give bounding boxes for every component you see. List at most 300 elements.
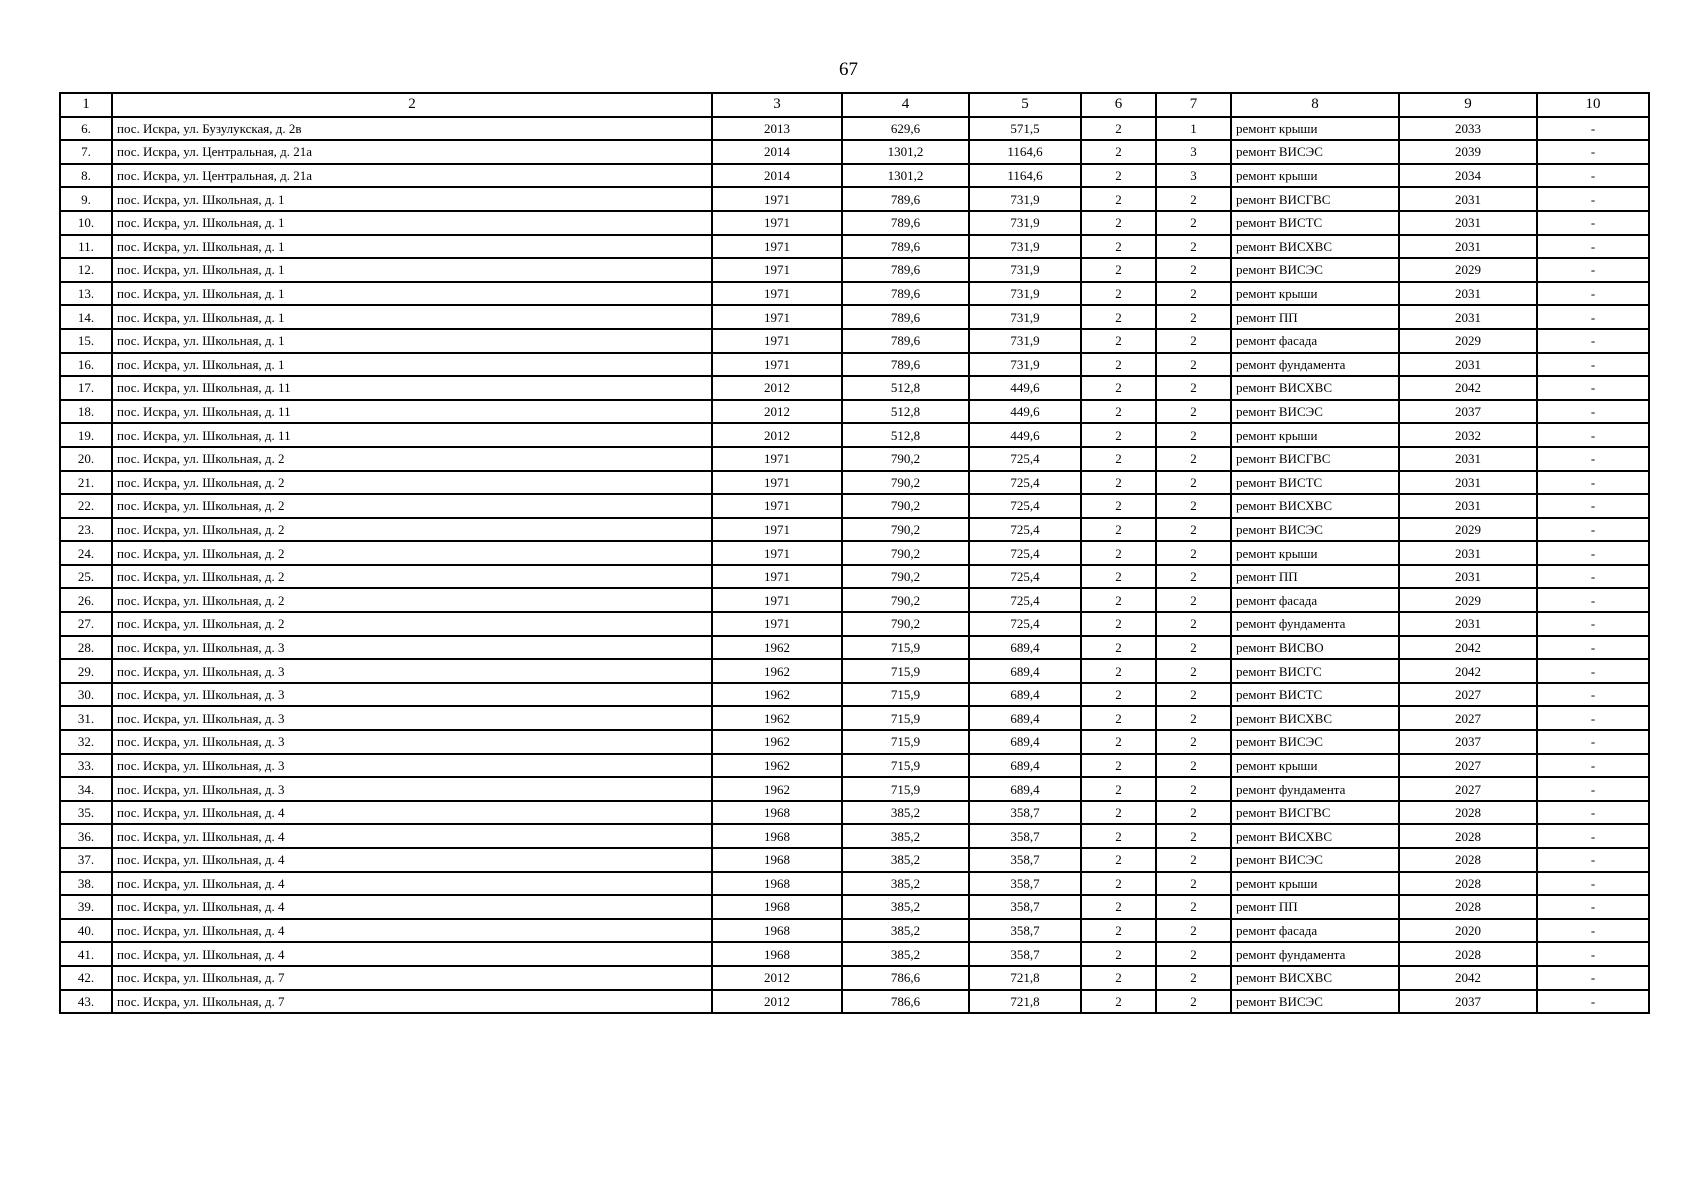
table-row	[60, 400, 1649, 424]
table-row	[60, 919, 1649, 943]
address-cell: пос. Искра, ул. Школьная, д. 2	[112, 588, 712, 612]
address-cell: пос. Искра, ул. Школьная, д. 3	[112, 683, 712, 707]
work-type-cell: ремонт ВИСГВС	[1231, 187, 1399, 211]
living-area-cell: 725,4	[969, 565, 1081, 589]
total-area-cell: 512,8	[842, 400, 969, 424]
row-number-cell: 41.	[60, 942, 112, 966]
living-area-cell: 731,9	[969, 187, 1081, 211]
planned-year-cell: 2042	[1399, 659, 1537, 683]
planned-year-cell: 2032	[1399, 423, 1537, 447]
floors-cell: 2	[1081, 235, 1156, 259]
row-number-cell: 30.	[60, 683, 112, 707]
work-type-cell: ремонт крыши	[1231, 117, 1399, 141]
living-area-cell: 731,9	[969, 235, 1081, 259]
floors-cell: 2	[1081, 447, 1156, 471]
floors-cell: 2	[1081, 140, 1156, 164]
year-cell: 1971	[712, 258, 842, 282]
floors-cell: 2	[1081, 706, 1156, 730]
planned-year-cell: 2027	[1399, 683, 1537, 707]
total-area-cell: 789,6	[842, 258, 969, 282]
planned-year-cell: 2029	[1399, 518, 1537, 542]
work-type-cell: ремонт крыши	[1231, 282, 1399, 306]
work-type-cell: ремонт крыши	[1231, 754, 1399, 778]
address-cell: пос. Искра, ул. Школьная, д. 4	[112, 824, 712, 848]
row-number-cell: 29.	[60, 659, 112, 683]
floors-cell: 2	[1081, 258, 1156, 282]
year-cell: 2014	[712, 164, 842, 188]
entrances-cell: 2	[1156, 305, 1231, 329]
floors-cell: 2	[1081, 376, 1156, 400]
living-area-cell: 689,4	[969, 636, 1081, 660]
address-cell: пос. Искра, ул. Центральная, д. 21а	[112, 164, 712, 188]
row-number-cell: 27.	[60, 612, 112, 636]
note-cell: -	[1537, 140, 1649, 164]
table-row	[60, 423, 1649, 447]
entrances-cell: 2	[1156, 919, 1231, 943]
total-area-cell: 789,6	[842, 305, 969, 329]
row-number-cell: 18.	[60, 400, 112, 424]
living-area-cell: 689,4	[969, 659, 1081, 683]
entrances-cell: 2	[1156, 541, 1231, 565]
address-cell: пос. Искра, ул. Школьная, д. 3	[112, 636, 712, 660]
floors-cell: 2	[1081, 117, 1156, 141]
note-cell: -	[1537, 683, 1649, 707]
note-cell: -	[1537, 471, 1649, 495]
column-number-header: 7	[1156, 93, 1231, 117]
living-area-cell: 725,4	[969, 518, 1081, 542]
entrances-cell: 2	[1156, 447, 1231, 471]
column-number-header: 3	[712, 93, 842, 117]
total-area-cell: 786,6	[842, 966, 969, 990]
row-number-cell: 37.	[60, 848, 112, 872]
note-cell: -	[1537, 872, 1649, 896]
living-area-cell: 689,4	[969, 777, 1081, 801]
year-cell: 1962	[712, 730, 842, 754]
living-area-cell: 731,9	[969, 329, 1081, 353]
work-type-cell: ремонт фасада	[1231, 919, 1399, 943]
note-cell: -	[1537, 376, 1649, 400]
note-cell: -	[1537, 966, 1649, 990]
year-cell: 1971	[712, 187, 842, 211]
floors-cell: 2	[1081, 541, 1156, 565]
entrances-cell: 2	[1156, 471, 1231, 495]
note-cell: -	[1537, 494, 1649, 518]
planned-year-cell: 2020	[1399, 919, 1537, 943]
living-area-cell: 731,9	[969, 258, 1081, 282]
address-cell: пос. Искра, ул. Школьная, д. 1	[112, 235, 712, 259]
table-row	[60, 376, 1649, 400]
total-area-cell: 715,9	[842, 706, 969, 730]
total-area-cell: 790,2	[842, 447, 969, 471]
entrances-cell: 2	[1156, 612, 1231, 636]
note-cell: -	[1537, 258, 1649, 282]
note-cell: -	[1537, 187, 1649, 211]
table-row	[60, 636, 1649, 660]
work-type-cell: ремонт фасада	[1231, 329, 1399, 353]
row-number-cell: 35.	[60, 801, 112, 825]
living-area-cell: 731,9	[969, 211, 1081, 235]
entrances-cell: 2	[1156, 824, 1231, 848]
work-type-cell: ремонт ВИСЭС	[1231, 400, 1399, 424]
floors-cell: 2	[1081, 471, 1156, 495]
row-number-cell: 43.	[60, 990, 112, 1014]
entrances-cell: 3	[1156, 164, 1231, 188]
table-row	[60, 282, 1649, 306]
total-area-cell: 512,8	[842, 376, 969, 400]
entrances-cell: 2	[1156, 329, 1231, 353]
address-cell: пос. Искра, ул. Школьная, д. 2	[112, 494, 712, 518]
address-cell: пос. Искра, ул. Школьная, д. 4	[112, 801, 712, 825]
row-number-cell: 21.	[60, 471, 112, 495]
year-cell: 1971	[712, 447, 842, 471]
row-number-cell: 28.	[60, 636, 112, 660]
floors-cell: 2	[1081, 730, 1156, 754]
year-cell: 1971	[712, 211, 842, 235]
table-row	[60, 848, 1649, 872]
row-number-cell: 31.	[60, 706, 112, 730]
entrances-cell: 3	[1156, 140, 1231, 164]
living-area-cell: 449,6	[969, 400, 1081, 424]
year-cell: 1968	[712, 895, 842, 919]
address-cell: пос. Искра, ул. Школьная, д. 2	[112, 447, 712, 471]
row-number-cell: 13.	[60, 282, 112, 306]
floors-cell: 2	[1081, 329, 1156, 353]
row-number-cell: 24.	[60, 541, 112, 565]
entrances-cell: 2	[1156, 730, 1231, 754]
row-number-cell: 9.	[60, 187, 112, 211]
address-cell: пос. Искра, ул. Школьная, д. 3	[112, 659, 712, 683]
year-cell: 1968	[712, 919, 842, 943]
row-number-cell: 33.	[60, 754, 112, 778]
year-cell: 1971	[712, 329, 842, 353]
year-cell: 1968	[712, 872, 842, 896]
living-area-cell: 689,4	[969, 683, 1081, 707]
work-type-cell: ремонт ВИСЭС	[1231, 140, 1399, 164]
work-type-cell: ремонт крыши	[1231, 164, 1399, 188]
year-cell: 2012	[712, 423, 842, 447]
row-number-cell: 8.	[60, 164, 112, 188]
total-area-cell: 790,2	[842, 588, 969, 612]
planned-year-cell: 2028	[1399, 801, 1537, 825]
address-cell: пос. Искра, ул. Школьная, д. 7	[112, 966, 712, 990]
floors-cell: 2	[1081, 895, 1156, 919]
column-number-header: 6	[1081, 93, 1156, 117]
living-area-cell: 358,7	[969, 919, 1081, 943]
year-cell: 1962	[712, 777, 842, 801]
work-type-cell: ремонт ВИСТС	[1231, 683, 1399, 707]
floors-cell: 2	[1081, 305, 1156, 329]
entrances-cell: 2	[1156, 895, 1231, 919]
work-type-cell: ремонт ВИСЭС	[1231, 258, 1399, 282]
living-area-cell: 689,4	[969, 730, 1081, 754]
row-number-cell: 11.	[60, 235, 112, 259]
address-cell: пос. Искра, ул. Школьная, д. 4	[112, 872, 712, 896]
total-area-cell: 385,2	[842, 824, 969, 848]
planned-year-cell: 2031	[1399, 447, 1537, 471]
table-row	[60, 872, 1649, 896]
table-row	[60, 966, 1649, 990]
work-type-cell: ремонт крыши	[1231, 423, 1399, 447]
note-cell: -	[1537, 353, 1649, 377]
floors-cell: 2	[1081, 659, 1156, 683]
planned-year-cell: 2042	[1399, 636, 1537, 660]
note-cell: -	[1537, 942, 1649, 966]
living-area-cell: 358,7	[969, 942, 1081, 966]
total-area-cell: 385,2	[842, 872, 969, 896]
total-area-cell: 789,6	[842, 353, 969, 377]
planned-year-cell: 2027	[1399, 754, 1537, 778]
total-area-cell: 512,8	[842, 423, 969, 447]
year-cell: 1968	[712, 801, 842, 825]
table-row	[60, 518, 1649, 542]
entrances-cell: 2	[1156, 636, 1231, 660]
floors-cell: 2	[1081, 636, 1156, 660]
note-cell: -	[1537, 518, 1649, 542]
total-area-cell: 790,2	[842, 471, 969, 495]
total-area-cell: 715,9	[842, 659, 969, 683]
floors-cell: 2	[1081, 282, 1156, 306]
year-cell: 1968	[712, 824, 842, 848]
address-cell: пос. Искра, ул. Школьная, д. 4	[112, 919, 712, 943]
note-cell: -	[1537, 824, 1649, 848]
page-number: 67	[839, 59, 858, 80]
floors-cell: 2	[1081, 164, 1156, 188]
work-type-cell: ремонт фундамента	[1231, 777, 1399, 801]
living-area-cell: 689,4	[969, 706, 1081, 730]
table-row	[60, 588, 1649, 612]
table-row	[60, 187, 1649, 211]
year-cell: 1968	[712, 848, 842, 872]
column-number-header: 8	[1231, 93, 1399, 117]
address-cell: пос. Искра, ул. Школьная, д. 2	[112, 518, 712, 542]
living-area-cell: 725,4	[969, 588, 1081, 612]
note-cell: -	[1537, 706, 1649, 730]
work-type-cell: ремонт ВИСЭС	[1231, 730, 1399, 754]
note-cell: -	[1537, 848, 1649, 872]
total-area-cell: 789,6	[842, 329, 969, 353]
floors-cell: 2	[1081, 919, 1156, 943]
note-cell: -	[1537, 895, 1649, 919]
table-row	[60, 683, 1649, 707]
row-number-cell: 22.	[60, 494, 112, 518]
year-cell: 1962	[712, 636, 842, 660]
address-cell: пос. Искра, ул. Школьная, д. 1	[112, 211, 712, 235]
planned-year-cell: 2031	[1399, 282, 1537, 306]
work-type-cell: ремонт ВИСХВС	[1231, 824, 1399, 848]
table-row	[60, 353, 1649, 377]
work-type-cell: ремонт ПП	[1231, 565, 1399, 589]
floors-cell: 2	[1081, 518, 1156, 542]
total-area-cell: 790,2	[842, 612, 969, 636]
floors-cell: 2	[1081, 801, 1156, 825]
year-cell: 1971	[712, 353, 842, 377]
living-area-cell: 689,4	[969, 754, 1081, 778]
living-area-cell: 449,6	[969, 423, 1081, 447]
table-row	[60, 447, 1649, 471]
planned-year-cell: 2031	[1399, 305, 1537, 329]
column-number-header: 1	[60, 93, 112, 117]
planned-year-cell: 2031	[1399, 471, 1537, 495]
entrances-cell: 2	[1156, 565, 1231, 589]
work-type-cell: ремонт ВИСХВС	[1231, 235, 1399, 259]
year-cell: 1962	[712, 659, 842, 683]
planned-year-cell: 2031	[1399, 612, 1537, 636]
work-type-cell: ремонт ПП	[1231, 895, 1399, 919]
row-number-cell: 20.	[60, 447, 112, 471]
note-cell: -	[1537, 990, 1649, 1014]
year-cell: 1962	[712, 683, 842, 707]
living-area-cell: 358,7	[969, 872, 1081, 896]
year-cell: 1971	[712, 588, 842, 612]
year-cell: 1971	[712, 282, 842, 306]
work-type-cell: ремонт ВИСВО	[1231, 636, 1399, 660]
entrances-cell: 2	[1156, 777, 1231, 801]
entrances-cell: 2	[1156, 990, 1231, 1014]
note-cell: -	[1537, 588, 1649, 612]
table-row	[60, 471, 1649, 495]
total-area-cell: 715,9	[842, 777, 969, 801]
living-area-cell: 571,5	[969, 117, 1081, 141]
floors-cell: 2	[1081, 353, 1156, 377]
address-cell: пос. Искра, ул. Школьная, д. 1	[112, 258, 712, 282]
work-type-cell: ремонт ВИСХВС	[1231, 966, 1399, 990]
floors-cell: 2	[1081, 683, 1156, 707]
address-cell: пос. Искра, ул. Школьная, д. 4	[112, 895, 712, 919]
entrances-cell: 2	[1156, 353, 1231, 377]
address-cell: пос. Искра, ул. Школьная, д. 2	[112, 612, 712, 636]
note-cell: -	[1537, 447, 1649, 471]
planned-year-cell: 2031	[1399, 565, 1537, 589]
row-number-cell: 42.	[60, 966, 112, 990]
year-cell: 2013	[712, 117, 842, 141]
floors-cell: 2	[1081, 187, 1156, 211]
note-cell: -	[1537, 164, 1649, 188]
total-area-cell: 715,9	[842, 683, 969, 707]
total-area-cell: 786,6	[842, 990, 969, 1014]
planned-year-cell: 2028	[1399, 942, 1537, 966]
work-type-cell: ремонт ВИСХВС	[1231, 376, 1399, 400]
floors-cell: 2	[1081, 824, 1156, 848]
address-cell: пос. Искра, ул. Школьная, д. 2	[112, 541, 712, 565]
planned-year-cell: 2033	[1399, 117, 1537, 141]
floors-cell: 2	[1081, 612, 1156, 636]
living-area-cell: 725,4	[969, 541, 1081, 565]
year-cell: 2014	[712, 140, 842, 164]
entrances-cell: 2	[1156, 282, 1231, 306]
year-cell: 1971	[712, 518, 842, 542]
note-cell: -	[1537, 305, 1649, 329]
living-area-cell: 725,4	[969, 471, 1081, 495]
address-cell: пос. Искра, ул. Школьная, д. 11	[112, 423, 712, 447]
planned-year-cell: 2037	[1399, 400, 1537, 424]
total-area-cell: 385,2	[842, 919, 969, 943]
year-cell: 1971	[712, 612, 842, 636]
planned-year-cell: 2028	[1399, 824, 1537, 848]
row-number-cell: 39.	[60, 895, 112, 919]
floors-cell: 2	[1081, 942, 1156, 966]
note-cell: -	[1537, 801, 1649, 825]
year-cell: 2012	[712, 376, 842, 400]
work-type-cell: ремонт фасада	[1231, 588, 1399, 612]
total-area-cell: 790,2	[842, 565, 969, 589]
planned-year-cell: 2031	[1399, 353, 1537, 377]
table-row	[60, 777, 1649, 801]
column-number-header: 2	[112, 93, 712, 117]
living-area-cell: 725,4	[969, 612, 1081, 636]
entrances-cell: 2	[1156, 518, 1231, 542]
year-cell: 1971	[712, 305, 842, 329]
address-cell: пос. Искра, ул. Школьная, д. 1	[112, 282, 712, 306]
note-cell: -	[1537, 754, 1649, 778]
table-row	[60, 211, 1649, 235]
row-number-cell: 16.	[60, 353, 112, 377]
floors-cell: 2	[1081, 423, 1156, 447]
note-cell: -	[1537, 282, 1649, 306]
floors-cell: 2	[1081, 400, 1156, 424]
work-type-cell: ремонт крыши	[1231, 872, 1399, 896]
planned-year-cell: 2042	[1399, 966, 1537, 990]
row-number-cell: 34.	[60, 777, 112, 801]
planned-year-cell: 2028	[1399, 872, 1537, 896]
column-number-header: 9	[1399, 93, 1537, 117]
work-type-cell: ремонт ВИСЭС	[1231, 518, 1399, 542]
table-row	[60, 730, 1649, 754]
year-cell: 1971	[712, 471, 842, 495]
table-row	[60, 990, 1649, 1014]
row-number-cell: 7.	[60, 140, 112, 164]
row-number-cell: 40.	[60, 919, 112, 943]
planned-year-cell: 2037	[1399, 730, 1537, 754]
note-cell: -	[1537, 730, 1649, 754]
year-cell: 1962	[712, 754, 842, 778]
planned-year-cell: 2029	[1399, 329, 1537, 353]
work-type-cell: ремонт ПП	[1231, 305, 1399, 329]
address-cell: пос. Искра, ул. Школьная, д. 1	[112, 187, 712, 211]
work-type-cell: ремонт ВИСГВС	[1231, 801, 1399, 825]
table-row	[60, 494, 1649, 518]
address-cell: пос. Искра, ул. Центральная, д. 21а	[112, 140, 712, 164]
work-type-cell: ремонт ВИСХВС	[1231, 494, 1399, 518]
row-number-cell: 12.	[60, 258, 112, 282]
entrances-cell: 2	[1156, 258, 1231, 282]
floors-cell: 2	[1081, 990, 1156, 1014]
work-type-cell: ремонт ВИСГВС	[1231, 447, 1399, 471]
table-row	[60, 824, 1649, 848]
total-area-cell: 385,2	[842, 801, 969, 825]
total-area-cell: 385,2	[842, 895, 969, 919]
work-type-cell: ремонт фундамента	[1231, 942, 1399, 966]
entrances-cell: 2	[1156, 494, 1231, 518]
note-cell: -	[1537, 117, 1649, 141]
note-cell: -	[1537, 565, 1649, 589]
address-cell: пос. Искра, ул. Школьная, д. 1	[112, 329, 712, 353]
note-cell: -	[1537, 541, 1649, 565]
row-number-cell: 25.	[60, 565, 112, 589]
total-area-cell: 715,9	[842, 636, 969, 660]
total-area-cell: 629,6	[842, 117, 969, 141]
column-number-header: 10	[1537, 93, 1649, 117]
floors-cell: 2	[1081, 966, 1156, 990]
note-cell: -	[1537, 636, 1649, 660]
planned-year-cell: 2029	[1399, 588, 1537, 612]
table-row	[60, 258, 1649, 282]
entrances-cell: 2	[1156, 659, 1231, 683]
note-cell: -	[1537, 423, 1649, 447]
year-cell: 2012	[712, 990, 842, 1014]
note-cell: -	[1537, 777, 1649, 801]
floors-cell: 2	[1081, 211, 1156, 235]
address-cell: пос. Искра, ул. Школьная, д. 3	[112, 754, 712, 778]
